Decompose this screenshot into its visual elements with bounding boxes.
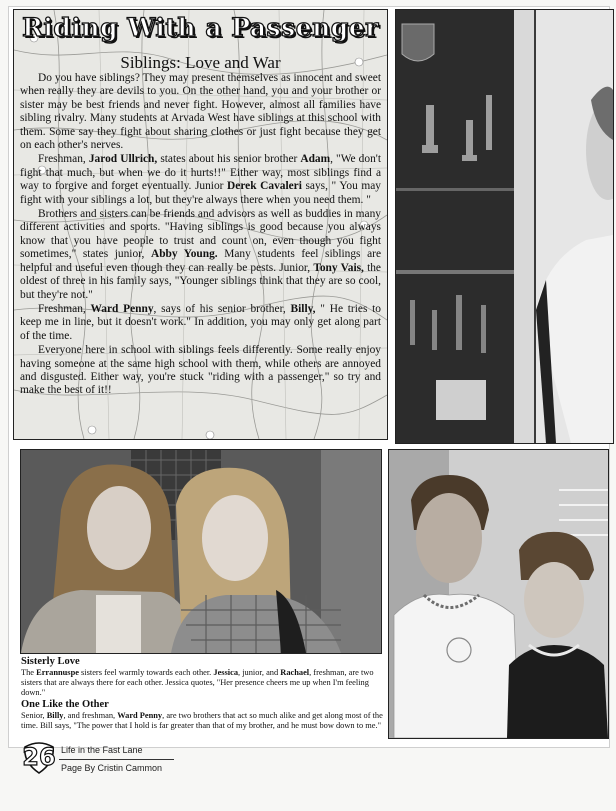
- caption-run: The: [21, 668, 37, 677]
- section-name: Life in the Fast Lane: [61, 745, 143, 755]
- photo-captions: [21, 655, 387, 732]
- article-text: the oldest of three in his family says, "Younger siblings think that they are so cool, but they're not.": [20, 261, 381, 301]
- article-text: Freshman,: [38, 302, 91, 315]
- name-highlight: Rachael: [280, 668, 310, 677]
- caption-text: [21, 711, 387, 731]
- article-text: Freshman,: [38, 153, 89, 166]
- article-text: says, " You may fight with your siblings a lot, but they're always there when you need them. ": [20, 180, 382, 206]
- caption-run: Senior,: [21, 711, 47, 720]
- name-highlight: Errannuspe: [36, 668, 79, 677]
- caption-run: sisters feel warmly towards each other.: [78, 668, 214, 677]
- article-body: [20, 72, 381, 399]
- article-text: Everyone here in school with siblings feels differently. Some really enjoy having someone at the same high school with them, while others are annoyed and disgusted. Either way, you're stuck "riding with a passenger," so try and make the best of it!!: [20, 344, 381, 397]
- trophy-case-photo: [395, 9, 614, 444]
- article-text: Many students feel siblings are helpful and useful even though they can really be pests. Junior,: [20, 248, 382, 274]
- caption-text: [21, 668, 387, 698]
- name-highlight: Jarod Ullrich,: [88, 153, 158, 166]
- caption-run: , freshman, are two sisters that are always there for each other. Jessica quotes, "Her presence cheers me up when I'm feeling down.": [21, 668, 374, 697]
- caption-title: One Like the Other: [21, 699, 109, 710]
- article-subtitle: Siblings: Love and War: [120, 53, 281, 72]
- article-paragraph: [20, 344, 381, 398]
- name-highlight: Jessica: [213, 668, 239, 677]
- article-text: , says of his senior brother,: [153, 302, 291, 315]
- name-highlight: Abby Young.: [150, 248, 218, 261]
- name-highlight: Derek Cavaleri: [227, 180, 302, 193]
- article-text: Do you have siblings? They may present themselves as innocent and sweet when really they are devils to you. On the other hand, you and your brother or sister may be best friends and never fight. However, almost all families have sibling rivalry. Many students at Arvada West have siblings at this school with them. Some say they fight about sharing clothes or just fight because they get on each other's nerves.: [20, 72, 381, 152]
- name-highlight: Billy,: [290, 302, 316, 315]
- name-highlight: Ward Penny: [90, 302, 154, 315]
- article-paragraph: [20, 153, 381, 207]
- article-header: Riding With a Passenger: [22, 13, 379, 42]
- article-panel: [13, 9, 388, 440]
- article-text: , "We don't fight that much, but when we do it hurts!!" Either way, most siblings find a way to forgive and forget eventually. Junior: [20, 153, 381, 193]
- name-highlight: Billy: [46, 711, 64, 720]
- sisters-photo: [20, 449, 382, 654]
- name-highlight: Adam: [300, 153, 331, 166]
- footer-divider: [59, 759, 174, 760]
- name-highlight: Ward Penny: [117, 711, 163, 720]
- caption-run: , junior, and: [238, 668, 281, 677]
- caption-title: Sisterly Love: [21, 656, 80, 667]
- article-paragraph: [20, 208, 381, 302]
- byline: Page By Cristin Cammon: [61, 763, 163, 773]
- article-paragraph: [20, 303, 381, 343]
- page-number: 26: [22, 743, 56, 771]
- page-number-badge: [22, 740, 56, 774]
- name-highlight: Tony Vais,: [313, 261, 364, 274]
- brothers-photo: [388, 449, 609, 739]
- article-text: " He tries to keep me in line, but it doesn't work." In addition, you may only get along part of the time.: [20, 302, 382, 342]
- article-paragraph: [20, 72, 381, 152]
- article-text: states about his senior brother: [157, 153, 301, 166]
- page-footer: [22, 740, 282, 780]
- article-text: Brothers and sisters can be friends and advisors as well as buddies in many different activities and sports. "Having siblings is good because you always know that you have people to trust and count on, even though you fight sometimes," states junior,: [20, 208, 381, 261]
- caption-run: , and freshman,: [63, 711, 118, 720]
- caption-run: , are two brothers that act so much alike and get along most of the time. Bill says, "The power that I hold is far greater than that of my brother, and he must bow down to me.": [21, 711, 383, 730]
